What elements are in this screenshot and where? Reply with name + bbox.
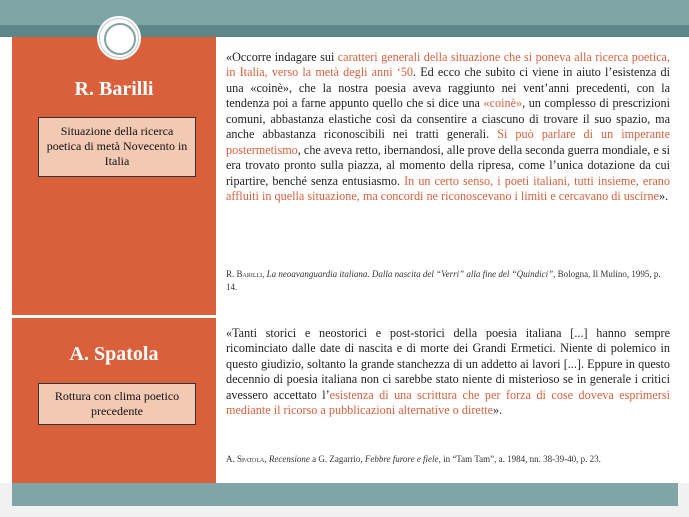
spatola-quote: «Tanti storici e neostorici e post-storici della poesia italiana [...] hanno sempre ricominciato dalle date di nascita e di morte dei Grandi Ermetici. Niente di polemico in questo giudizio, soltanto la grande stanchezza di un addetto ai lavori [...]. Eppure in questo decennio di poesia italiana non ci sarebbe stato niente di misterioso se in generale i critici avessero accettato l’esistenza di una scrittura che per forza di cose doveva esprimersi mediante il ricorso a pubblicazioni alternative o dirette». — [226, 326, 670, 418]
author-barilli-title: R. Barilli — [74, 78, 154, 100]
barilli-topic-box: Situazione della ricerca poetica di metà Novecento in Italia — [38, 117, 196, 177]
barilli-citation: R. Barilli, La neoavanguardia italiana. Dalla nascita del “Verri” alla fine del “Quindici”, Bologna, Il Mulino, 1995, p. 14. — [226, 269, 661, 292]
section-divider — [12, 315, 678, 318]
bottom-strip — [12, 483, 678, 506]
author-spatola-title: A. Spatola — [69, 343, 159, 365]
spatola-topic-box: Rottura con clima poetico precedente — [38, 383, 196, 425]
top-band — [0, 0, 689, 25]
decorative-circle-icon — [99, 18, 139, 58]
spatola-citation: A. Spatola, Recensione a G. Zagarrio, Febbre furore e fiele, in “Tam Tam”, a. 1984, nn. 38-39-40, p. 23. — [226, 454, 601, 464]
barilli-quote: «Occorre indagare sui caratteri generali della situazione che si poneva alla ricerca poetica, in Italia, verso la metà degli anni ‘50. Ed ecco che subito ci viene in aiuto l’esistenza di una «coinè», che la nostra poesia aveva raggiunto nei vent’anni precedenti, con la tendenza poi a farne appunto quello che si dice una «coinè», un complesso di prescrizioni comuni, abbastanza elastiche così da consentire a ciascuno di trovare il suo spazio, ma anche abbastanza riconoscibili nei tratti generali. Si può parlare di un imperante postermetismo, che aveva retto, ibernandosi, alle prove della seconda guerra mondiale, e si era trovato pronto sulla piazza, al momento della ripresa, come l’unica dotazione da cui ripartire, benché senza entusiasmo. In un certo senso, i poeti italiani, tutti insieme, erano affluiti in quella situazione, ma concordi ne riconoscevano i limiti e cercavano di uscirne». — [226, 50, 671, 204]
